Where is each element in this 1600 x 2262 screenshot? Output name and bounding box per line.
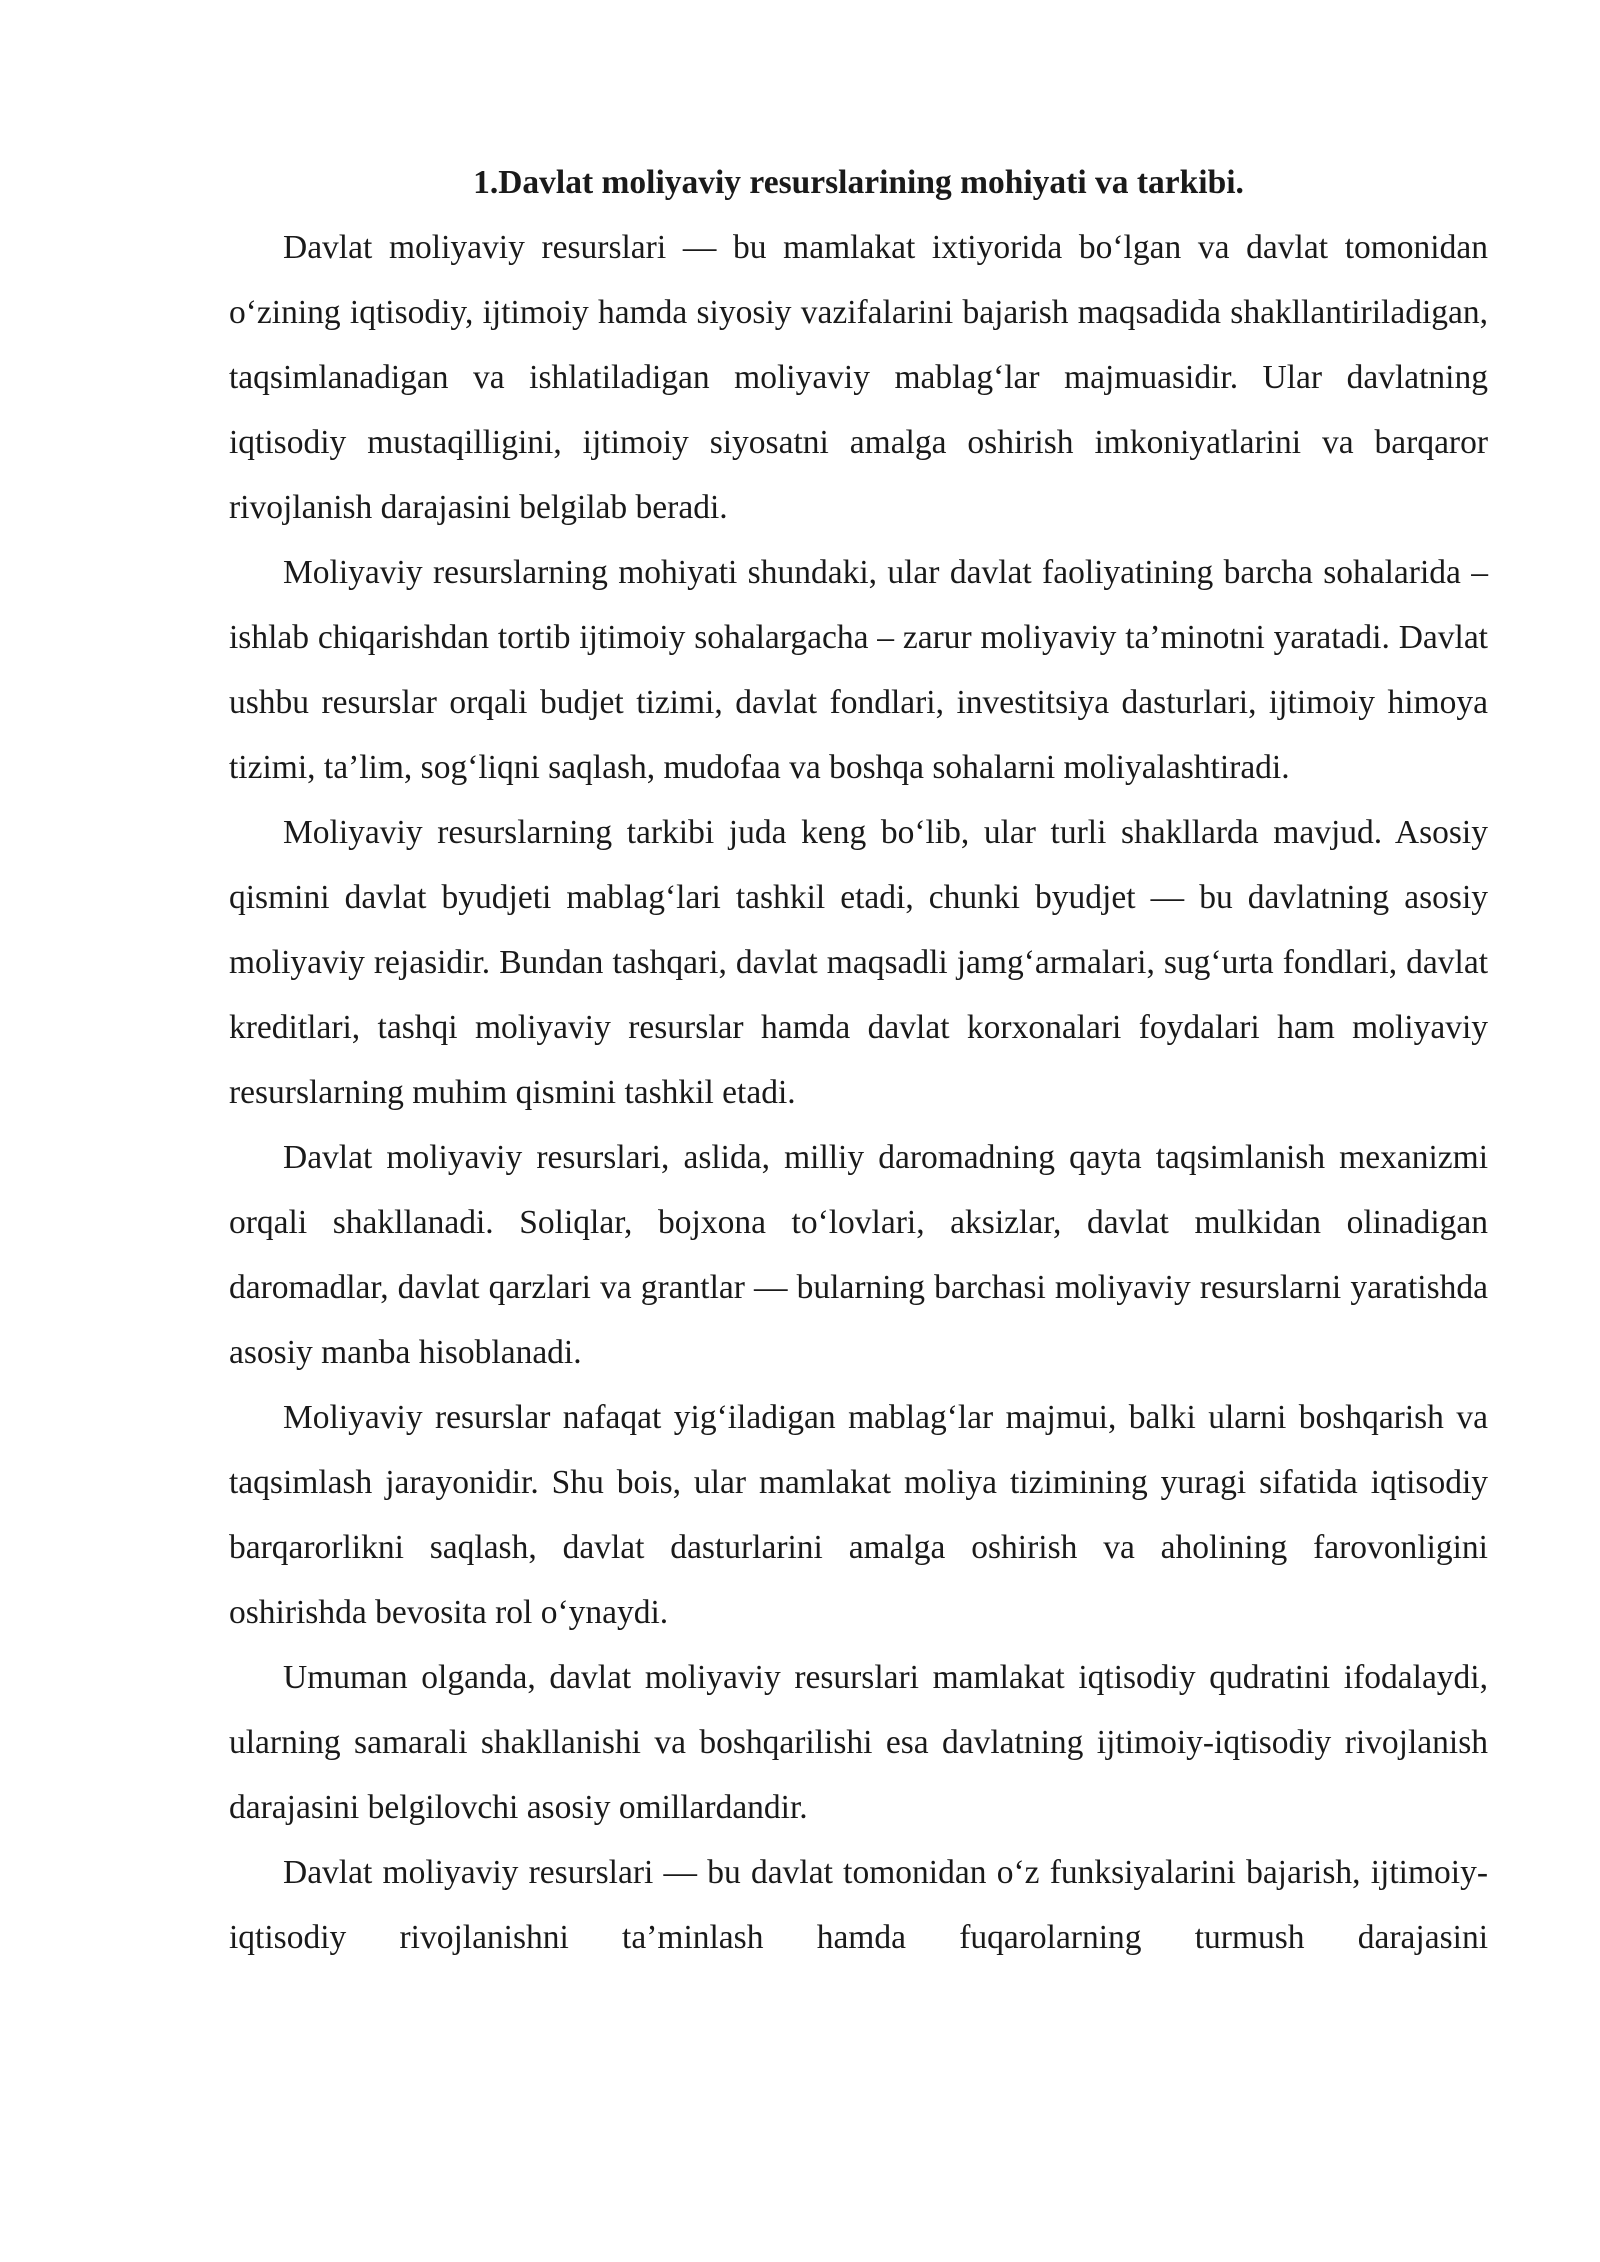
paragraph-2: Moliyaviy resurslarning mohiyati shundaki, ular davlat faoliyatining barcha sohalarida – ishlab chiqarishdan tortib ijtimoiy sohalargacha – zarur moliyaviy ta’minotni yaratadi. Davlat ushbu resurslar orqali budjet tizimi, davlat fondlari, investitsiya dasturlari, ijtimoiy himoya tizimi, ta’lim, sog‘liqni saqlash, mudofaa va boshqa sohalarni moliyalashtiradi. (229, 554, 1488, 786)
paragraph-7: Davlat moliyaviy resurslari — bu davlat tomonidan o‘z funksiyalarini bajarish, ijtimoiy-iqtisodiy rivojlanishni ta’minlash hamda fuqarolarning turmush darajasini (229, 1854, 1488, 1956)
section-heading: 1.Davlat moliyaviy resurslarining mohiyati va tarkibi. (473, 164, 1244, 201)
document-body (229, 150, 1488, 1970)
paragraph-6: Umuman olganda, davlat moliyaviy resurslari mamlakat iqtisodiy qudratini ifodalaydi, ularning samarali shakllanishi va boshqarilishi esa davlatning ijtimoiy-iqtisodiy rivojlanish darajasini belgilovchi asosiy omillardandir. (229, 1659, 1488, 1826)
paragraph-4: Davlat moliyaviy resurslari, aslida, milliy daromadning qayta taqsimlanish mexanizmi orqali shakllanadi. Soliqlar, bojxona to‘lovlari, aksizlar, davlat mulkidan olinadigan daromadlar, davlat qarzlari va grantlar — bularning barchasi moliyaviy resurslarni yaratishda asosiy manba hisoblanadi. (229, 1139, 1488, 1371)
paragraph-5: Moliyaviy resurslar nafaqat yig‘iladigan mablag‘lar majmui, balki ularni boshqarish va taqsimlash jarayonidir. Shu bois, ular mamlakat moliya tizimining yuragi sifatida iqtisodiy barqarorlikni saqlash, davlat dasturlarini amalga oshirish va aholining farovonligini oshirishda bevosita rol o‘ynaydi. (229, 1399, 1488, 1631)
paragraph-3: Moliyaviy resurslarning tarkibi juda keng bo‘lib, ular turli shakllarda mavjud. Asosiy qismini davlat byudjeti mablag‘lari tashkil etadi, chunki byudjet — bu davlatning asosiy moliyaviy rejasidir. Bundan tashqari, davlat maqsadli jamg‘armalari, sug‘urta fondlari, davlat kreditlari, tashqi moliyaviy resurslar hamda davlat korxonalari foydalari ham moliyaviy resurslarning muhim qismini tashkil etadi. (229, 814, 1488, 1111)
paragraph-1: Davlat moliyaviy resurslari — bu mamlakat ixtiyorida bo‘lgan va davlat tomonidan o‘zining iqtisodiy, ijtimoiy hamda siyosiy vazifalarini bajarish maqsadida shakllantiriladigan, taqsimlanadigan va ishlatiladigan moliyaviy mablag‘lar majmuasidir. Ular davlatning iqtisodiy mustaqilligini, ijtimoiy siyosatni amalga oshirish imkoniyatlarini va barqaror rivojlanish darajasini belgilab beradi. (229, 229, 1488, 526)
